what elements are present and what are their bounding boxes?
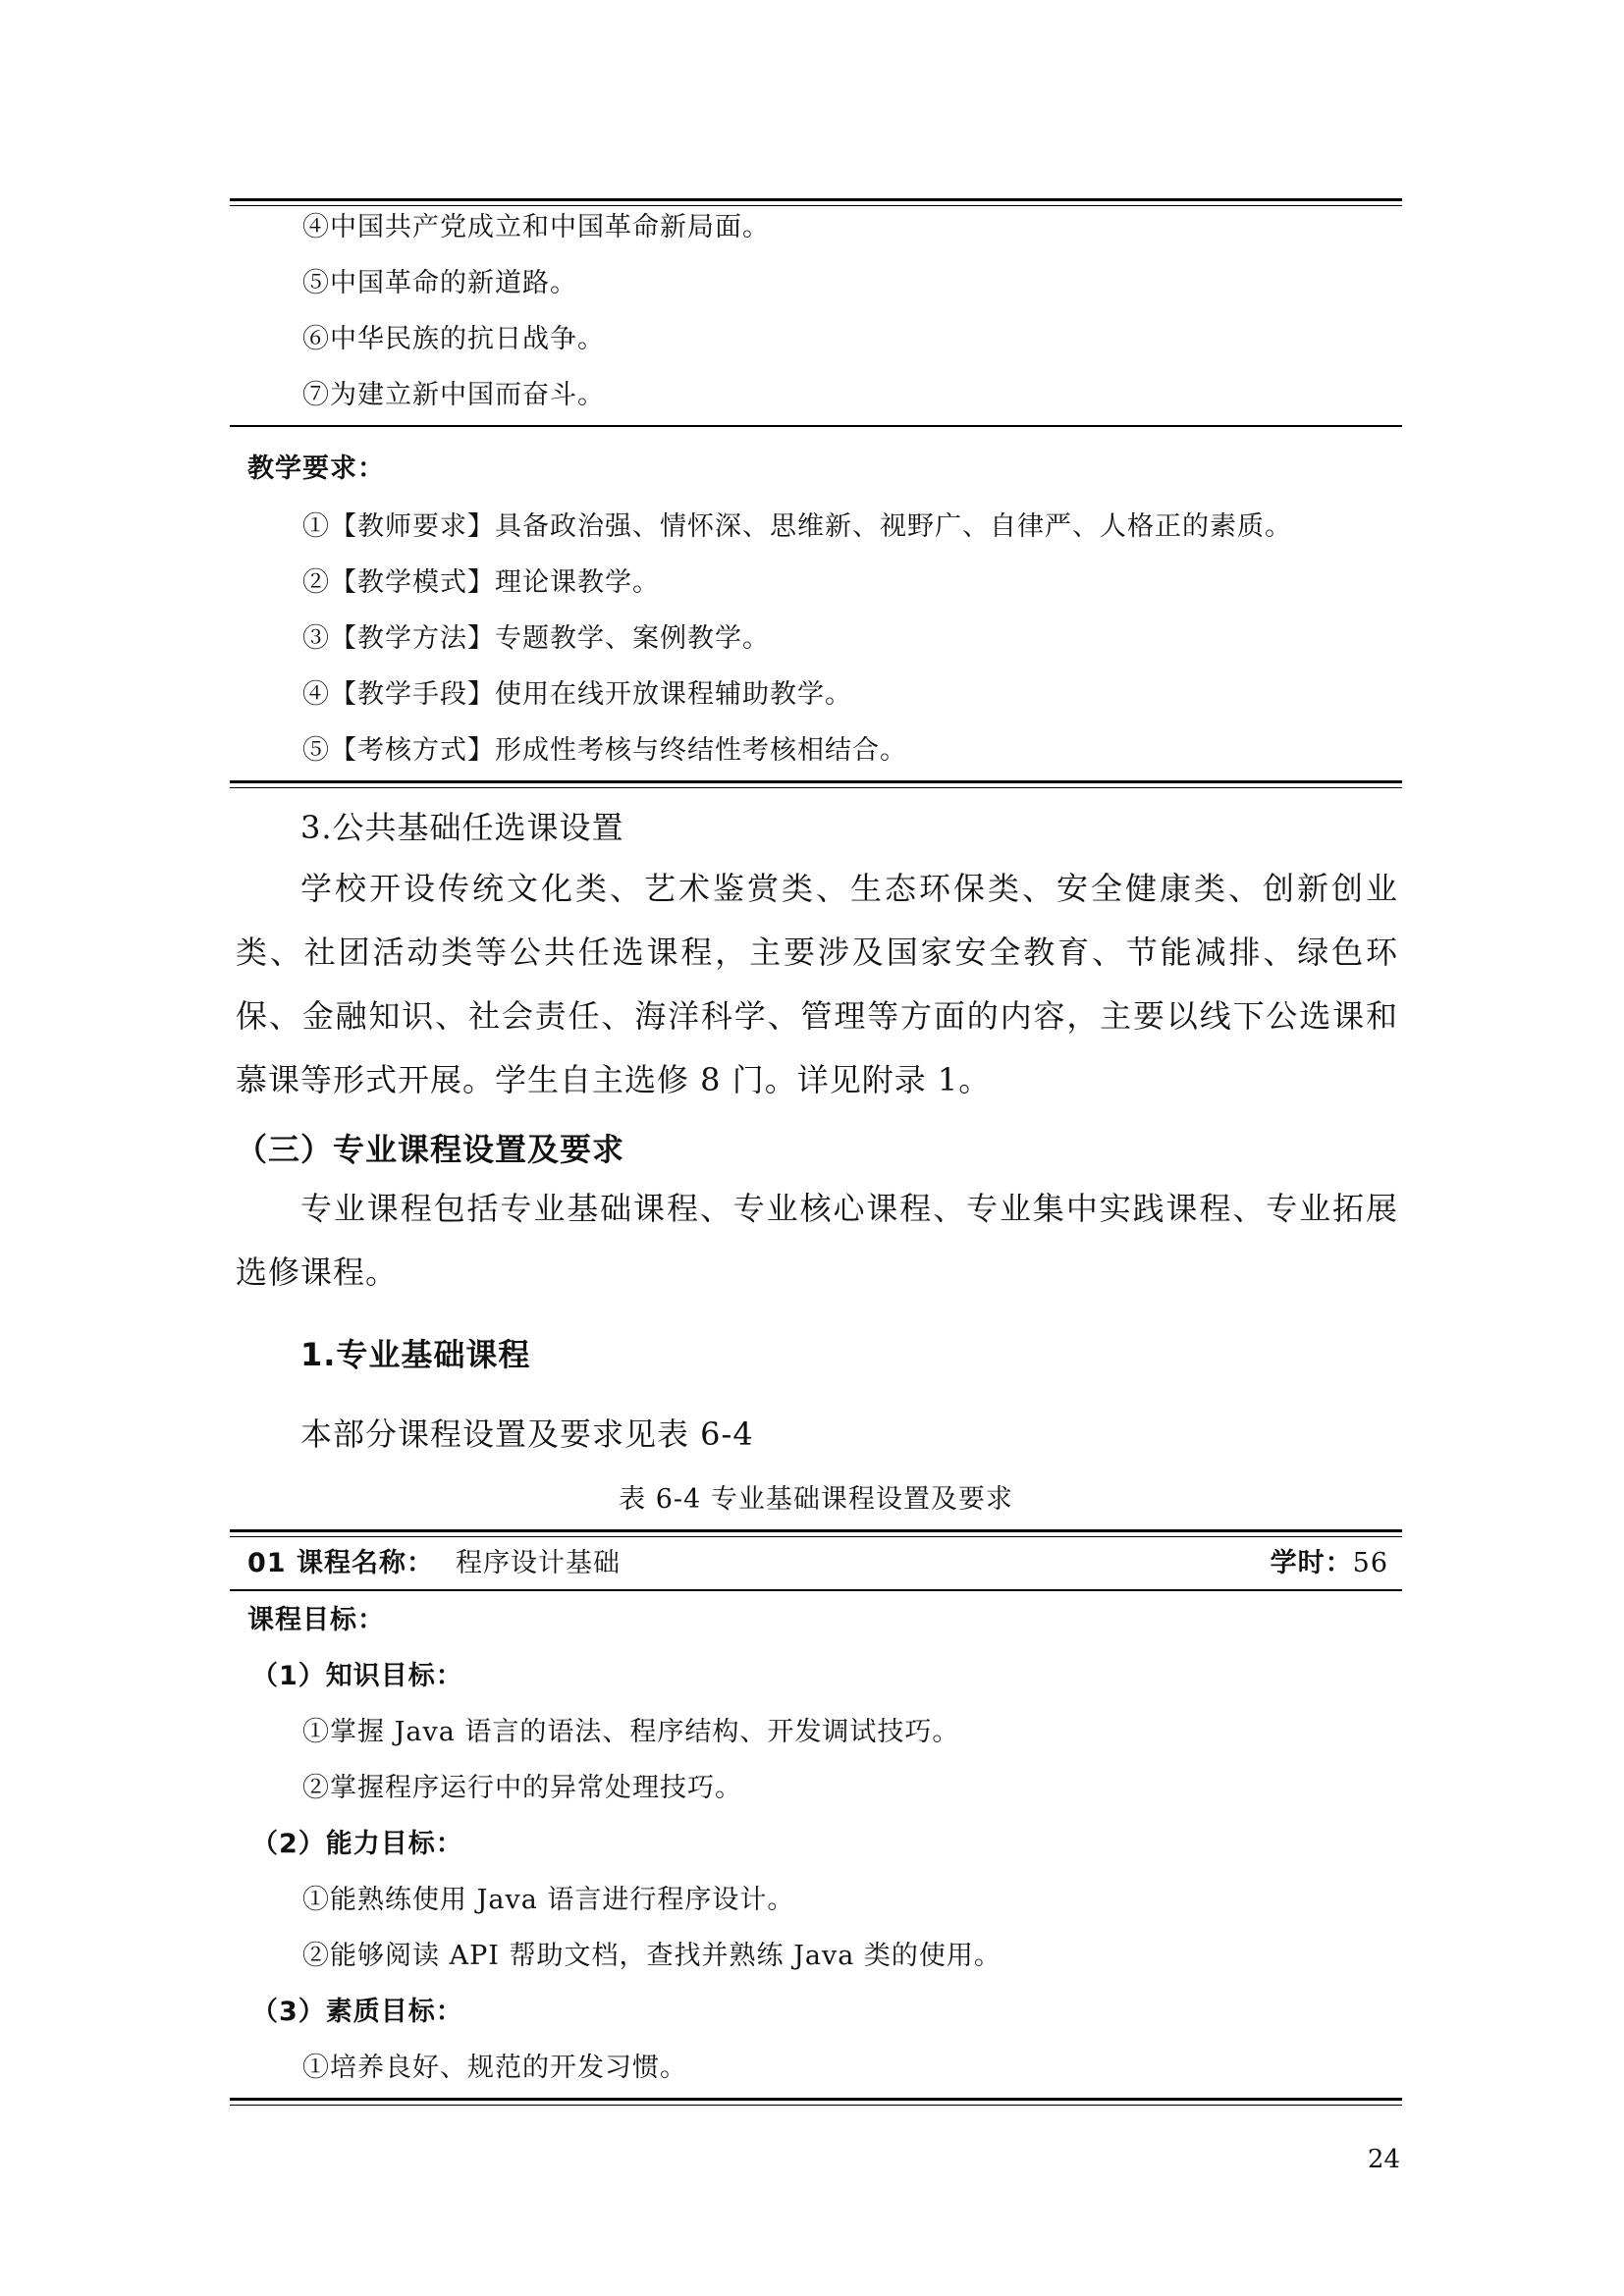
- goal-item: ②能够阅读 API 帮助文档，查找并熟练 Java 类的使用。: [302, 1941, 1001, 1971]
- section-heading: （三）专业课程设置及要求: [236, 1131, 625, 1168]
- requirement-item: ③【教学方法】专题教学、案例教学。: [302, 623, 770, 654]
- course-hours: [1271, 1541, 1388, 1579]
- page-number: 24: [1367, 2145, 1400, 2174]
- goal-item: ①掌握 Java 语言的语法、程序结构、开发调试技巧。: [302, 1717, 960, 1747]
- subsection-heading: 1.专业基础课程: [300, 1336, 531, 1373]
- body-paragraph: 学校开设传统文化类、艺术鉴赏类、生态环保类、安全健康类、创新创业类、社团活动类等公共任选课程，主要涉及国家安全教育、节能减排、绿色环保、金融知识、社会责任、海洋科学、管理等方面的内容，主要以线下公选课和慕课等形式开展。学生自主选修 8 门。详见附录 1。: [236, 870, 1398, 1098]
- requirement-item: ⑤【考核方式】形成性考核与终结性考核相结合。: [302, 735, 907, 766]
- goal-item: ②掌握程序运行中的异常处理技巧。: [302, 1773, 742, 1803]
- table-bottom-border: [230, 2098, 1402, 2106]
- section-heading: 3.公共基础任选课设置: [300, 809, 624, 846]
- goal-item: ①能熟练使用 Java 语言进行程序设计。: [302, 1885, 795, 1915]
- table-divider: [230, 425, 1402, 427]
- course-hours-label: 学时：: [1270, 1548, 1353, 1578]
- table-top-border: [230, 1529, 1402, 1537]
- quality-goals-heading: （3）素质目标：: [251, 1997, 463, 2027]
- body-text: 本部分课程设置及要求见表 6-4: [300, 1415, 754, 1453]
- goal-item: ①培养良好、规范的开发习惯。: [302, 2053, 687, 2083]
- requirement-item: ④【教学手段】使用在线开放课程辅助教学。: [302, 679, 852, 710]
- ability-goals-heading: （2）能力目标：: [251, 1829, 463, 1859]
- course-goals-heading: 课程目标：: [247, 1605, 385, 1635]
- content-item: ⑤中国革命的新道路。: [302, 268, 577, 298]
- course-name-label: 01 课程名称：: [247, 1548, 434, 1578]
- course-hours-value: 56: [1352, 1548, 1388, 1578]
- requirement-item: ①【教师要求】具备政治强、情怀深、思维新、视野广、自律严、人格正的素质。: [302, 511, 1292, 542]
- content-item: ④中国共产党成立和中国革命新局面。: [302, 212, 770, 242]
- table-caption: 表 6-4 专业基础课程设置及要求: [619, 1484, 1013, 1515]
- body-paragraph: 专业课程包括专业基础课程、专业核心课程、专业集中实践课程、专业拓展选修课程。: [236, 1190, 1398, 1291]
- course-name-value: 程序设计基础: [456, 1548, 621, 1578]
- table-divider: [230, 1589, 1402, 1591]
- content-item: ⑦为建立新中国而奋斗。: [302, 380, 605, 410]
- content-item: ⑥中华民族的抗日战争。: [302, 324, 605, 354]
- requirement-item: ②【教学模式】理论课教学。: [302, 567, 660, 598]
- teaching-requirements-heading: 教学要求：: [247, 454, 385, 484]
- knowledge-goals-heading: （1）知识目标：: [251, 1661, 463, 1691]
- table-bottom-border: [230, 780, 1402, 788]
